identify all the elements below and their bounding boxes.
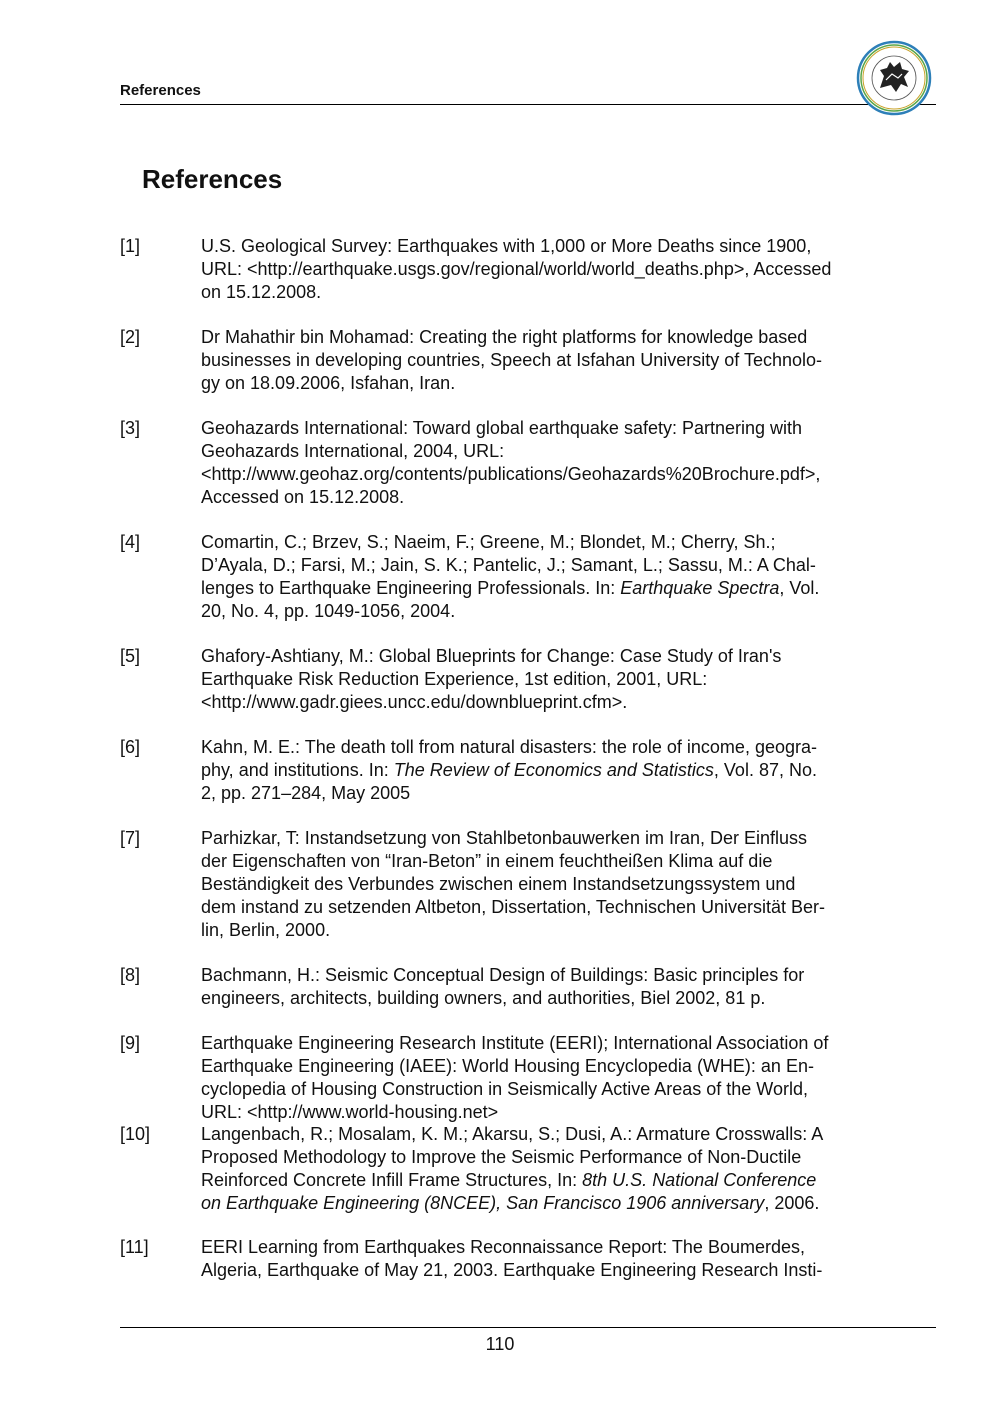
reference-text-segment: D’Ayala, D.; Farsi, M.; Jain, S. K.; Pantelic, J.; Samant, L.; Sassu, M.: A Chal- (201, 555, 816, 575)
reference-line (201, 691, 921, 714)
reference-line (201, 850, 921, 873)
reference-text-segment: Parhizkar, T: Instandsetzung von Stahlbetonbauwerken im Iran, Der Einfluss (201, 828, 807, 848)
reference-line (201, 577, 921, 600)
reference-text (201, 736, 921, 805)
reference-text-segment: lenges to Earthquake Engineering Professionals. In: (201, 578, 621, 598)
reference-text-segment: Earthquake Risk Reduction Experience, 1st edition, 2001, URL: (201, 669, 708, 689)
reference-text (201, 531, 921, 623)
reference-line (201, 736, 921, 759)
page-title: References (142, 164, 283, 194)
reference-number: [1] (120, 236, 141, 256)
reference-line (201, 896, 921, 919)
reference-line (201, 600, 921, 623)
reference-italic-text: Earthquake Spectra (620, 578, 780, 598)
reference-text (201, 326, 921, 395)
reference-text-segment: EERI Learning from Earthquakes Reconnaissance Report: The Boumerdes, (201, 1237, 805, 1257)
reference-text-segment: businesses in developing countries, Speech at Isfahan University of Technolo- (201, 350, 823, 370)
reference-line (201, 281, 921, 304)
reference-text (201, 827, 921, 942)
reference-text-segment: Dr Mahathir bin Mohamad: Creating the right platforms for knowledge based (201, 327, 808, 347)
university-seal-logo (856, 40, 932, 116)
reference-text-segment: , Vol. (779, 578, 820, 598)
reference-text-segment: lin, Berlin, 2000. (201, 920, 331, 940)
reference-text (201, 964, 921, 1010)
reference-line (201, 1192, 921, 1215)
reference-line (201, 235, 921, 258)
reference-number: [5] (120, 646, 141, 666)
reference-italic-text: The Review of Economics and Statistics (393, 760, 714, 780)
reference-text-segment: , 2006. (764, 1193, 820, 1213)
reference-text-segment: phy, and institutions. In: (201, 760, 394, 780)
reference-text-segment: <http://www.geohaz.org/contents/publications/Geohazards%20Brochure.pdf>, (201, 464, 821, 484)
reference-text-segment: Algeria, Earthquake of May 21, 2003. Earthquake Engineering Research Insti- (201, 1260, 823, 1280)
reference-line (201, 1078, 921, 1101)
reference-line (201, 759, 921, 782)
reference-line (201, 1101, 921, 1124)
reference-number: [7] (120, 828, 141, 848)
reference-line (201, 873, 921, 896)
reference-number: [9] (120, 1033, 141, 1053)
reference-text-segment: Accessed on 15.12.2008. (201, 487, 405, 507)
reference-text-segment: cyclopedia of Housing Construction in Seismically Active Areas of the World, (201, 1079, 808, 1099)
reference-text (201, 645, 921, 714)
reference-text-segment: Langenbach, R.; Mosalam, K. M.; Akarsu, S.; Dusi, A.: Armature Crosswalls: A (201, 1124, 824, 1144)
reference-number: [6] (120, 737, 141, 757)
reference-number: [3] (120, 418, 141, 438)
reference-line (201, 1055, 921, 1078)
reference-line (201, 372, 921, 395)
header-divider (120, 104, 936, 105)
reference-text (201, 1236, 921, 1282)
reference-number: [2] (120, 327, 141, 347)
reference-line (201, 554, 921, 577)
reference-line (201, 258, 921, 281)
reference-italic-text: 8th U.S. National Conference (582, 1170, 817, 1190)
reference-line (201, 668, 921, 691)
reference-text-segment: URL: <http://earthquake.usgs.gov/regional/world/world_deaths.php>, Accessed (201, 259, 832, 279)
reference-line (201, 964, 921, 987)
reference-line (201, 919, 921, 942)
reference-text-segment: Comartin, C.; Brzev, S.; Naeim, F.; Greene, M.; Blondet, M.; Cherry, Sh.; (201, 532, 776, 552)
reference-text-segment: <http://www.gadr.giees.uncc.edu/downblueprint.cfm>. (201, 692, 628, 712)
reference-line (201, 645, 921, 668)
reference-text-segment: , Vol. 87, No. (713, 760, 817, 780)
reference-text-segment: Kahn, M. E.: The death toll from natural disasters: the role of income, geogra- (201, 737, 817, 757)
reference-text (201, 1032, 921, 1124)
reference-text-segment: U.S. Geological Survey: Earthquakes with 1,000 or More Deaths since 1900, (201, 236, 812, 256)
reference-text-segment: Ghafory-Ashtiany, M.: Global Blueprints for Change: Case Study of Iran's (201, 646, 782, 666)
reference-line (201, 827, 921, 850)
reference-text-segment: Bachmann, H.: Seismic Conceptual Design of Buildings: Basic principles for (201, 965, 805, 985)
reference-text-segment: Geohazards International: Toward global earthquake safety: Partnering with (201, 418, 803, 438)
reference-line (201, 486, 921, 509)
reference-text-segment: der Eigenschaften von “Iran-Beton” in einem feuchtheißen Klima auf die (201, 851, 773, 871)
reference-line (201, 1169, 921, 1192)
reference-text-segment: dem instand zu setzenden Altbeton, Dissertation, Technischen Universität Ber- (201, 897, 826, 917)
page-number: 110 (485, 1334, 515, 1354)
reference-text (201, 235, 921, 304)
reference-line (201, 1259, 921, 1282)
footer-divider (120, 1327, 936, 1328)
reference-text-segment: Geohazards International, 2004, URL: (201, 441, 505, 461)
reference-number: [4] (120, 532, 141, 552)
reference-text-segment: gy on 18.09.2006, Isfahan, Iran. (201, 373, 456, 393)
reference-number: [11] (120, 1237, 149, 1257)
reference-line (201, 987, 921, 1010)
reference-line (201, 349, 921, 372)
reference-text-segment: Proposed Methodology to Improve the Seismic Performance of Non-Ductile (201, 1147, 802, 1167)
reference-text-segment: Beständigkeit des Verbundes zwischen einem Instandsetzungssystem und (201, 874, 796, 894)
reference-number: [10] (120, 1124, 151, 1144)
reference-text-segment: 2, pp. 271–284, May 2005 (201, 783, 411, 803)
reference-line (201, 417, 921, 440)
reference-text-segment: on 15.12.2008. (201, 282, 322, 302)
reference-line (201, 531, 921, 554)
reference-number: [8] (120, 965, 141, 985)
reference-text-segment: engineers, architects, building owners, and authorities, Biel 2002, 81 p. (201, 988, 766, 1008)
reference-line (201, 440, 921, 463)
reference-text-segment: Earthquake Engineering Research Institute (EERI); International Association of (201, 1033, 829, 1053)
reference-text-segment: 20, No. 4, pp. 1049-1056, 2004. (201, 601, 456, 621)
reference-line (201, 782, 921, 805)
reference-line (201, 463, 921, 486)
reference-line (201, 1146, 921, 1169)
reference-text (201, 417, 921, 509)
reference-line (201, 1123, 921, 1146)
reference-text-segment: URL: <http://www.world-housing.net> (201, 1102, 499, 1122)
reference-line (201, 1032, 921, 1055)
reference-text-segment: Earthquake Engineering (IAEE): World Housing Encyclopedia (WHE): an En- (201, 1056, 814, 1076)
reference-italic-text: on Earthquake Engineering (8NCEE), San Francisco 1906 anniversary (201, 1193, 765, 1213)
reference-line (201, 326, 921, 349)
reference-text (201, 1123, 921, 1215)
reference-text-segment: Reinforced Concrete Infill Frame Structures, In: (201, 1170, 583, 1190)
reference-line (201, 1236, 921, 1259)
running-header: References (120, 82, 201, 99)
